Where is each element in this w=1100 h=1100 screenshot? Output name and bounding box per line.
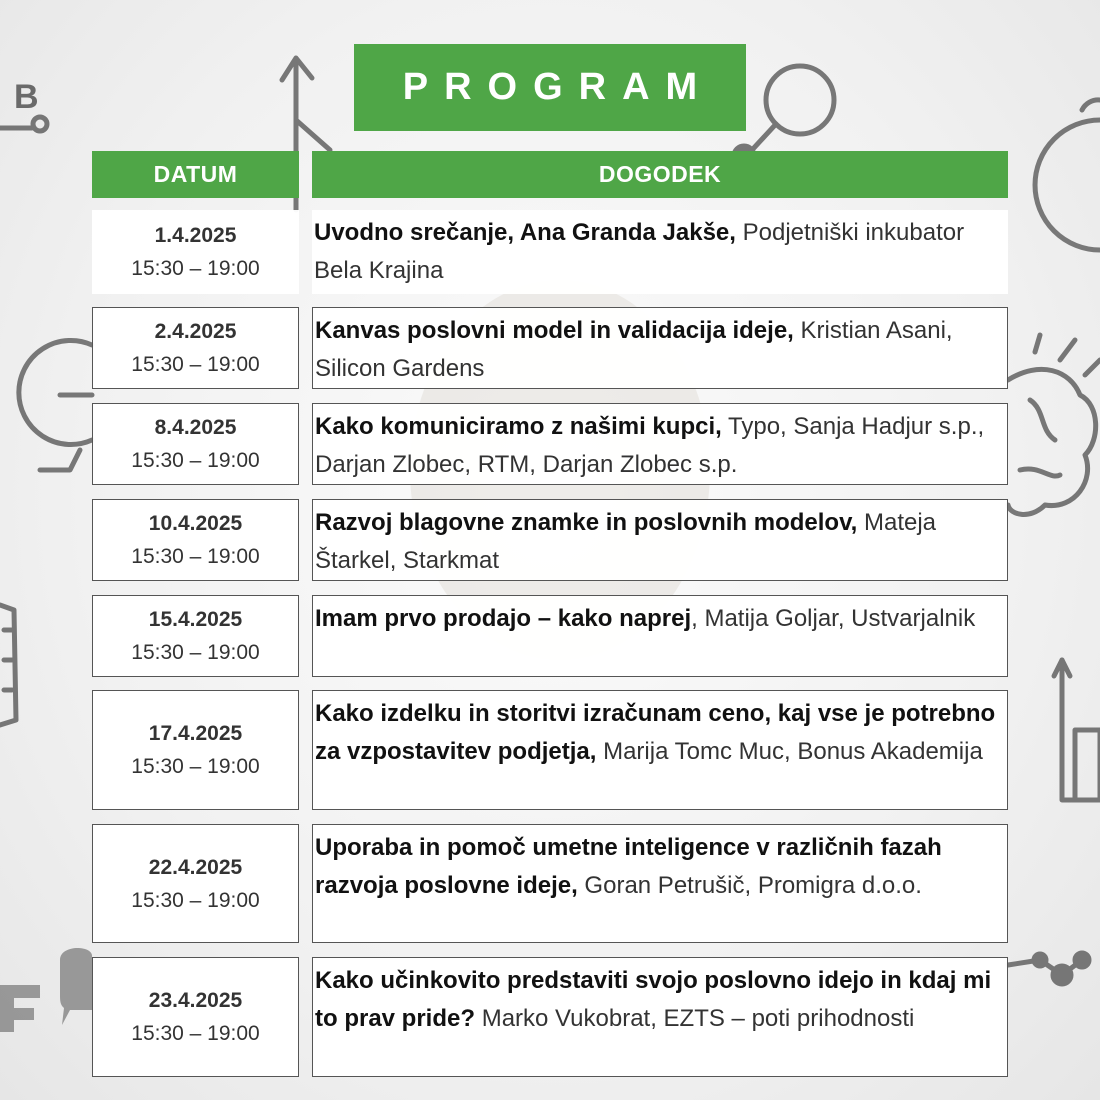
event-cell [312,690,1008,810]
event-cell [312,499,1008,581]
event-speaker: Podjetniški inkubator Bela Krajina [314,219,965,284]
table-row [92,595,1008,677]
table-row [92,690,1008,810]
date-cell [92,210,299,294]
table-row [92,307,1008,389]
date-cell [92,307,299,389]
date-cell [92,824,299,943]
event-speaker: Kristian Asani, Silicon Gardens [315,317,953,382]
event-title: Kako komuniciramo z našimi kupci, [315,413,722,440]
event-cell [312,824,1008,943]
event-date: 17.4.2025 [148,722,243,745]
globe-icon [19,341,92,471]
event-title: Uporaba in pomoč umetne inteligence v različnih fazah razvoja poslovne ideje, [315,834,942,899]
event-cell [312,957,1008,1077]
table-row [92,824,1008,943]
event-speaker: Typo, Sanja Hadjur s.p., Darjan Zlobec, RTM, Darjan Zlobec s.p. [315,413,985,478]
event-cell [312,403,1008,485]
molecule-icon [1008,953,1089,984]
header-event: DOGODEK [312,151,1008,198]
event-cell [312,595,1008,677]
speech-bubble-icon [0,948,92,1032]
bar-chart-icon [1054,660,1100,800]
event-time: 15:30 – 19:00 [131,545,260,568]
date-cell [92,595,299,677]
event-time: 15:30 – 19:00 [131,1022,260,1045]
event-date: 22.4.2025 [148,855,243,879]
date-cell [92,690,299,810]
event-time: 15:30 – 19:00 [131,888,260,912]
event-date: 8.4.2025 [154,416,237,439]
event-date: 10.4.2025 [148,512,243,535]
event-title: Razvoj blagovne znamke in poslovnih modelov, [315,509,858,536]
event-cell [312,210,1008,294]
alarm-clock-icon [1035,100,1100,250]
program-title: PROGRAM [354,44,746,131]
event-title: Uvodno srečanje, Ana Granda Jakše, [314,219,736,246]
header-date: DATUM [92,151,299,198]
event-speaker: Marko Vukobrat, EZTS – poti prihodnosti [475,1004,915,1032]
event-time: 15:30 – 19:00 [131,353,260,376]
event-time: 15:30 – 19:00 [131,755,260,778]
event-title: Imam prvo prodajo – kako naprej [315,605,692,632]
letter-b-decoration: B [14,78,39,116]
table-row [92,957,1008,1077]
event-title: Kanvas poslovni model in validacija ideje, [315,317,794,344]
brain-icon [1008,335,1100,514]
event-time: 15:30 – 19:00 [131,641,260,664]
event-date: 23.4.2025 [148,989,243,1012]
event-speaker: , Matija Goljar, Ustvarjalnik [691,605,976,632]
event-date: 1.4.2025 [154,224,237,247]
event-title: Kako učinkovito predstaviti svojo poslovno idejo in kdaj mi to prav pride? [315,967,992,1032]
event-title: Kako izdelku in storitvi izračunam ceno, kaj vse je potrebno za vzpostavitev podjetja, [315,700,996,765]
date-cell [92,499,299,581]
date-cell [92,403,299,485]
table-row [92,210,1008,294]
date-cell [92,957,299,1077]
event-cell [312,307,1008,389]
event-time: 15:30 – 19:00 [131,449,260,472]
event-speaker: Marija Tomc Muc, Bonus Akademija [596,737,983,765]
event-speaker: Goran Petrušič, Promigra d.o.o. [577,871,922,899]
table-row [92,403,1008,485]
event-date: 15.4.2025 [148,608,243,631]
event-time: 15:30 – 19:00 [131,257,260,280]
event-date: 2.4.2025 [154,320,237,343]
bar-chart-left-icon [0,605,16,725]
event-speaker: Mateja Štarkel, Starkmat [315,509,937,574]
table-row [92,499,1008,581]
